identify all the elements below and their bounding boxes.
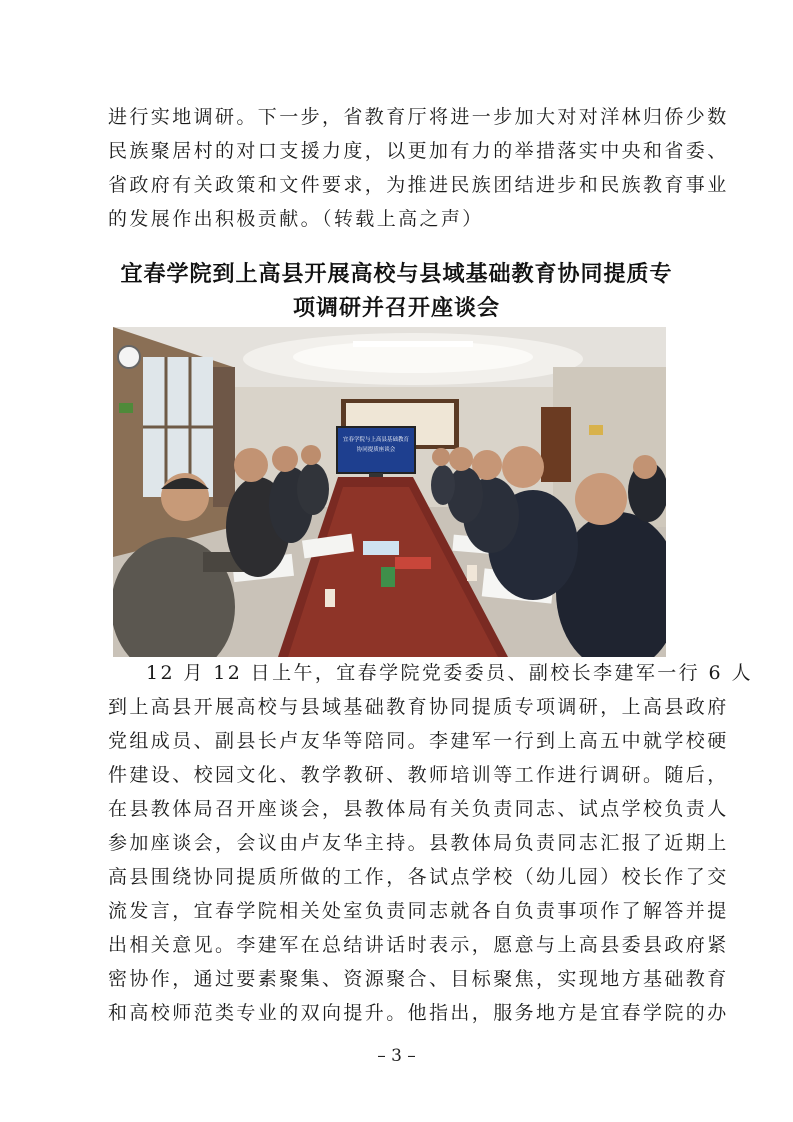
- body-line: 在县教体局召开座谈会，县教体局有关负责同志、试点学校负责人: [108, 798, 729, 820]
- body-line: 参加座谈会，会议由卢友华主持。县教体局负责同志汇报了近期上: [108, 832, 729, 854]
- article-body: [108, 656, 753, 1030]
- screen-text: 宜春学院与上高县基础教育: [342, 437, 410, 443]
- screen-text: 协同提质座谈会: [356, 447, 396, 453]
- body-line: 党组成员、副县长卢友华等陪同。李建军一行到上高五中就学校硬: [108, 730, 729, 752]
- title-line: 项调研并召开座谈会: [292, 296, 500, 321]
- intro-line: 民族聚居村的对口支援力度，以更加有力的举措落实中央和省委、: [108, 140, 729, 162]
- body-line: 密协作，通过要素聚集、资源聚合、目标聚焦，实现地方基础教育: [108, 968, 729, 990]
- title-line: 宜春学院到上高县开展高校与县域基础教育协同提质专: [120, 262, 673, 287]
- body-line: 出相关意见。李建军在总结讲话时表示，愿意与上高县委县政府紧: [108, 934, 729, 956]
- intro-line: 进行实地调研。下一步，省教育厅将进一步加大对对洋林归侨少数: [108, 106, 729, 128]
- body-line: 和高校师范类专业的双向提升。他指出，服务地方是宜春学院的办: [108, 1002, 729, 1024]
- intro-line: 的发展作出积极贡献。（转载上高之声）: [108, 208, 484, 230]
- body-line: 到上高县开展高校与县域基础教育协同提质专项调研，上高县政府: [108, 696, 729, 718]
- body-line: 流发言，宜春学院相关处室负责同志就各自负责事项作了解答并提: [108, 900, 729, 922]
- body-line: 高县围绕协同提质所做的工作，各试点学校（幼儿园）校长作了交: [108, 866, 729, 888]
- article-title: [80, 258, 713, 326]
- body-line: 件建设、校园文化、教学教研、教师培训等工作进行调研。随后，: [108, 764, 729, 786]
- page-number: – 3 –: [377, 1046, 416, 1066]
- intro-paragraph: [108, 100, 729, 236]
- intro-line: 省政府有关政策和文件要求，为推进民族团结进步和民族教育事业: [108, 174, 729, 196]
- body-line: 12 月 12 日上午，宜春学院党委委员、副校长李建军一行 6 人: [146, 662, 753, 684]
- meeting-photo: [113, 327, 666, 657]
